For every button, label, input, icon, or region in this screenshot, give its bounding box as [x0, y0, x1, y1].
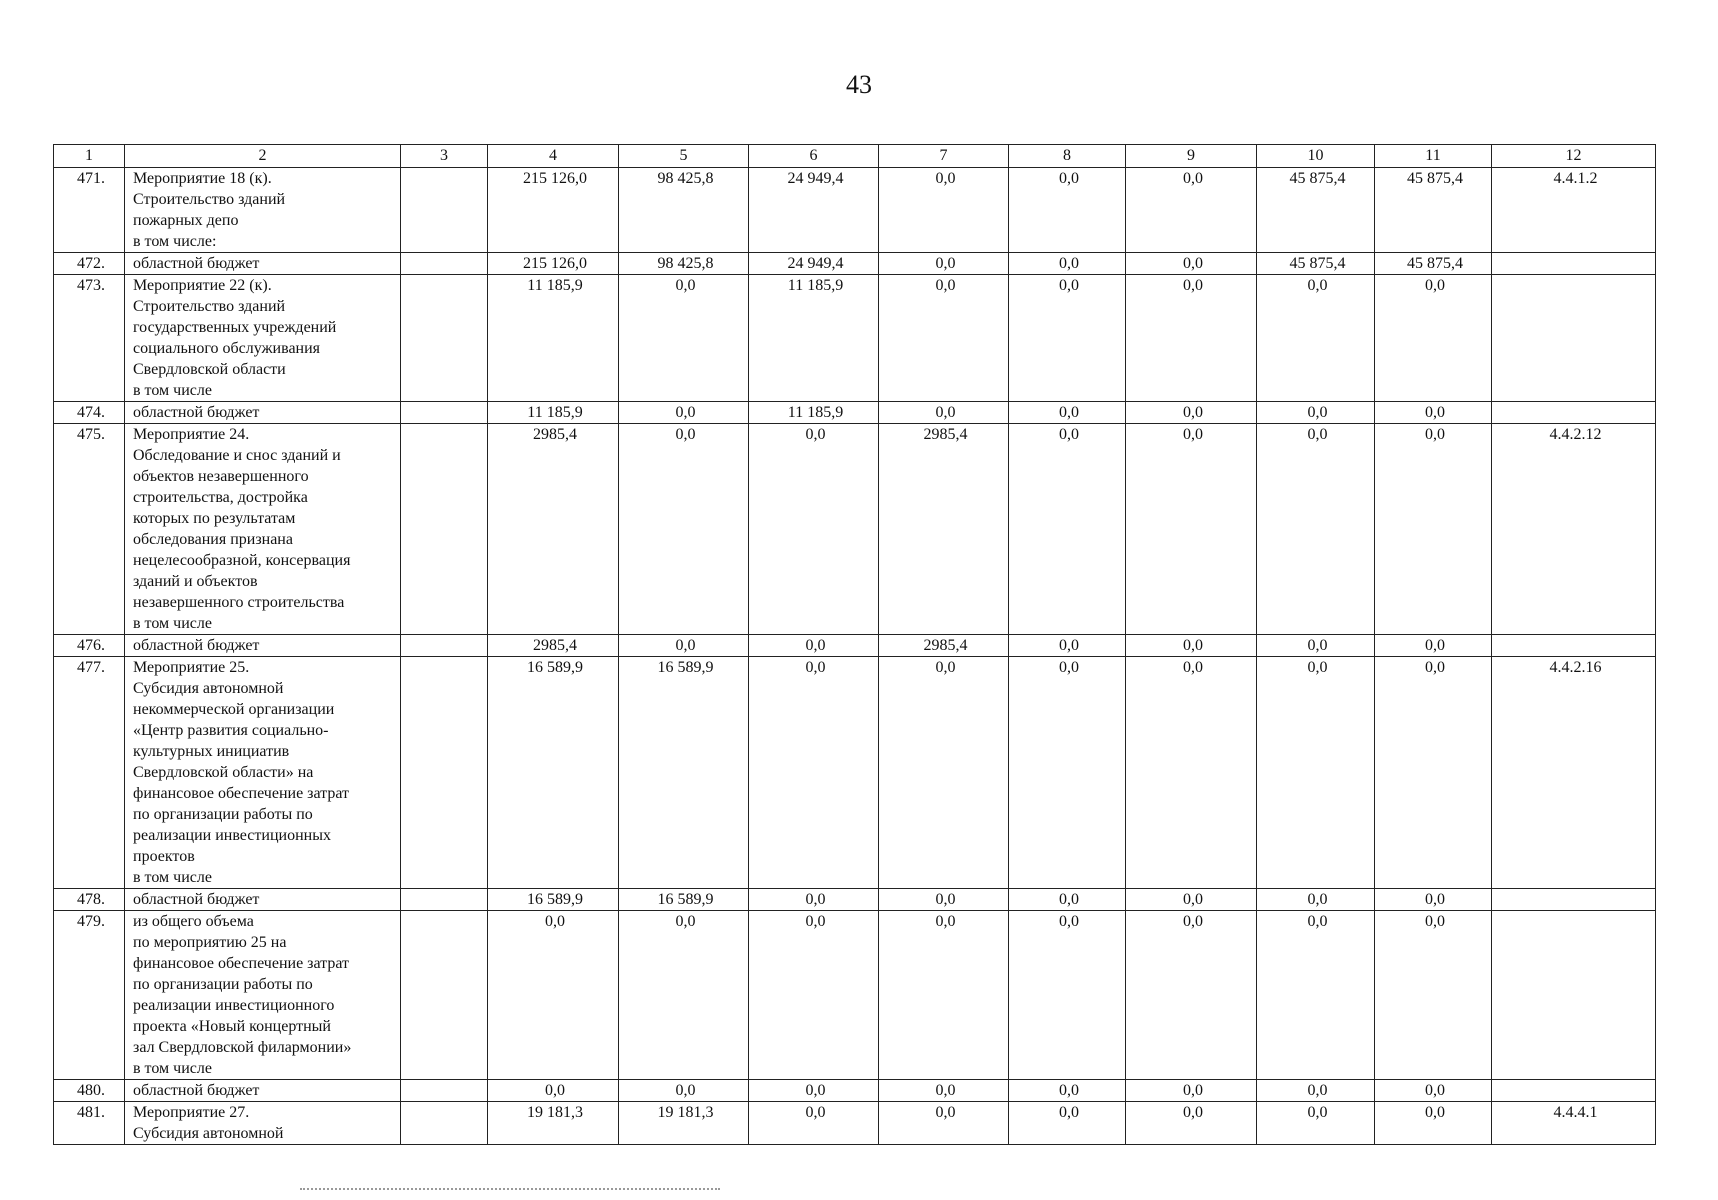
table-header-row [54, 145, 1656, 168]
row-col-8-cell: 0,0 [1009, 911, 1126, 1080]
row-name-cell: областной бюджет [125, 1080, 401, 1102]
row-number-cell: 471. [54, 168, 125, 253]
row-name-cell: областной бюджет [125, 889, 401, 911]
row-name-cell: из общего объема по мероприятию 25 на финансовое обеспечение затрат по организации работы по реализации инвестиционного проекта «Новый концертный зал Свердловской филармонии» в том числе [125, 911, 401, 1080]
row-code-cell [1492, 911, 1656, 1080]
row-number-cell: 476. [54, 635, 125, 657]
row-col-4-cell: 0,0 [488, 1080, 619, 1102]
header-cell-col-12: 12 [1492, 145, 1656, 168]
table-row [54, 275, 1656, 402]
row-col-3-cell [401, 1102, 488, 1145]
row-name-cell: Мероприятие 22 (к). Строительство зданий государственных учреждений социального обслуживания Свердловской области в том числе [125, 275, 401, 402]
row-col-9-cell: 0,0 [1126, 889, 1257, 911]
table-row [54, 889, 1656, 911]
row-col-8-cell: 0,0 [1009, 635, 1126, 657]
row-col-11-cell: 0,0 [1375, 275, 1492, 402]
row-col-10-cell: 0,0 [1257, 275, 1375, 402]
row-col-3-cell [401, 889, 488, 911]
row-name-cell: Мероприятие 24. Обследование и снос зданий и объектов незавершенного строительства, достройка которых по результатам обследования признана нецелесообразной, консервация зданий и объектов незавершенного строительства в том числе [125, 424, 401, 635]
row-col-11-cell: 45 875,4 [1375, 253, 1492, 275]
row-col-8-cell: 0,0 [1009, 1080, 1126, 1102]
row-col-5-cell: 0,0 [619, 1080, 749, 1102]
row-col-11-cell: 0,0 [1375, 424, 1492, 635]
row-col-8-cell: 0,0 [1009, 657, 1126, 889]
row-col-3-cell [401, 424, 488, 635]
row-col-7-cell: 0,0 [879, 253, 1009, 275]
row-col-11-cell: 45 875,4 [1375, 168, 1492, 253]
row-col-4-cell: 215 126,0 [488, 168, 619, 253]
row-number-cell: 479. [54, 911, 125, 1080]
table-row [54, 1102, 1656, 1145]
row-col-4-cell: 19 181,3 [488, 1102, 619, 1145]
row-col-9-cell: 0,0 [1126, 1080, 1257, 1102]
row-col-7-cell: 0,0 [879, 1102, 1009, 1145]
row-number-cell: 477. [54, 657, 125, 889]
row-col-11-cell: 0,0 [1375, 1102, 1492, 1145]
row-col-10-cell: 0,0 [1257, 1080, 1375, 1102]
header-cell-col-8: 8 [1009, 145, 1126, 168]
row-col-5-cell: 98 425,8 [619, 253, 749, 275]
row-col-6-cell: 0,0 [749, 657, 879, 889]
row-col-7-cell: 0,0 [879, 402, 1009, 424]
row-col-9-cell: 0,0 [1126, 657, 1257, 889]
row-col-4-cell: 11 185,9 [488, 275, 619, 402]
row-number-cell: 478. [54, 889, 125, 911]
row-col-3-cell [401, 168, 488, 253]
row-code-cell [1492, 402, 1656, 424]
row-col-8-cell: 0,0 [1009, 1102, 1126, 1145]
row-col-10-cell: 0,0 [1257, 889, 1375, 911]
row-number-cell: 481. [54, 1102, 125, 1145]
row-name-cell: областной бюджет [125, 402, 401, 424]
row-col-9-cell: 0,0 [1126, 911, 1257, 1080]
row-col-3-cell [401, 1080, 488, 1102]
row-col-6-cell: 0,0 [749, 424, 879, 635]
row-col-4-cell: 2985,4 [488, 635, 619, 657]
row-col-11-cell: 0,0 [1375, 402, 1492, 424]
row-name-cell: областной бюджет [125, 635, 401, 657]
row-col-8-cell: 0,0 [1009, 402, 1126, 424]
row-col-6-cell: 0,0 [749, 1102, 879, 1145]
row-code-cell [1492, 635, 1656, 657]
row-code-cell: 4.4.4.1 [1492, 1102, 1656, 1145]
row-col-6-cell: 0,0 [749, 635, 879, 657]
row-code-cell [1492, 275, 1656, 402]
row-col-7-cell: 0,0 [879, 911, 1009, 1080]
row-col-5-cell: 0,0 [619, 402, 749, 424]
row-col-6-cell: 24 949,4 [749, 168, 879, 253]
row-number-cell: 473. [54, 275, 125, 402]
row-col-7-cell: 0,0 [879, 1080, 1009, 1102]
row-col-8-cell: 0,0 [1009, 275, 1126, 402]
row-col-7-cell: 0,0 [879, 275, 1009, 402]
row-col-11-cell: 0,0 [1375, 657, 1492, 889]
row-col-5-cell: 16 589,9 [619, 657, 749, 889]
row-col-10-cell: 45 875,4 [1257, 253, 1375, 275]
row-col-4-cell: 11 185,9 [488, 402, 619, 424]
row-code-cell: 4.4.2.12 [1492, 424, 1656, 635]
row-col-6-cell: 0,0 [749, 889, 879, 911]
row-col-6-cell: 11 185,9 [749, 402, 879, 424]
row-col-8-cell: 0,0 [1009, 168, 1126, 253]
row-col-6-cell: 0,0 [749, 1080, 879, 1102]
table-body [54, 145, 1656, 1145]
row-col-7-cell: 0,0 [879, 889, 1009, 911]
row-col-3-cell [401, 635, 488, 657]
header-cell-col-7: 7 [879, 145, 1009, 168]
row-name-cell: областной бюджет [125, 253, 401, 275]
row-col-4-cell: 0,0 [488, 911, 619, 1080]
table-row [54, 253, 1656, 275]
row-col-10-cell: 0,0 [1257, 635, 1375, 657]
row-col-9-cell: 0,0 [1126, 402, 1257, 424]
header-cell-col-11: 11 [1375, 145, 1492, 168]
row-col-5-cell: 0,0 [619, 275, 749, 402]
row-col-5-cell: 0,0 [619, 911, 749, 1080]
row-code-cell [1492, 1080, 1656, 1102]
row-col-5-cell: 98 425,8 [619, 168, 749, 253]
row-col-9-cell: 0,0 [1126, 275, 1257, 402]
row-col-6-cell: 11 185,9 [749, 275, 879, 402]
row-code-cell [1492, 253, 1656, 275]
table-row [54, 635, 1656, 657]
row-col-7-cell: 0,0 [879, 657, 1009, 889]
row-number-cell: 480. [54, 1080, 125, 1102]
row-col-4-cell: 16 589,9 [488, 657, 619, 889]
row-col-7-cell: 2985,4 [879, 424, 1009, 635]
header-cell-col-6: 6 [749, 145, 879, 168]
row-col-9-cell: 0,0 [1126, 253, 1257, 275]
row-number-cell: 472. [54, 253, 125, 275]
table-row [54, 402, 1656, 424]
row-col-11-cell: 0,0 [1375, 635, 1492, 657]
row-col-10-cell: 0,0 [1257, 402, 1375, 424]
table-row [54, 657, 1656, 889]
row-code-cell: 4.4.1.2 [1492, 168, 1656, 253]
row-col-4-cell: 16 589,9 [488, 889, 619, 911]
header-cell-col-5: 5 [619, 145, 749, 168]
row-col-10-cell: 0,0 [1257, 424, 1375, 635]
row-col-5-cell: 0,0 [619, 424, 749, 635]
row-col-10-cell: 0,0 [1257, 1102, 1375, 1145]
header-cell-col-10: 10 [1257, 145, 1375, 168]
row-col-3-cell [401, 253, 488, 275]
row-col-3-cell [401, 657, 488, 889]
row-col-10-cell: 0,0 [1257, 911, 1375, 1080]
table-row [54, 424, 1656, 635]
row-col-4-cell: 2985,4 [488, 424, 619, 635]
header-cell-col-4: 4 [488, 145, 619, 168]
header-cell-col-2: 2 [125, 145, 401, 168]
row-col-7-cell: 0,0 [879, 168, 1009, 253]
budget-table [53, 144, 1656, 1145]
row-col-5-cell: 19 181,3 [619, 1102, 749, 1145]
row-name-cell: Мероприятие 25. Субсидия автономной некоммерческой организации «Центр развития социально- культурных инициатив Свердловской области» на финансовое обеспечение затрат по организации работы по реализации инвестиционных проектов в том числе [125, 657, 401, 889]
header-cell-col-3: 3 [401, 145, 488, 168]
page-number: 43 [846, 70, 872, 99]
table-row [54, 168, 1656, 253]
row-col-11-cell: 0,0 [1375, 889, 1492, 911]
row-col-10-cell: 45 875,4 [1257, 168, 1375, 253]
row-col-8-cell: 0,0 [1009, 253, 1126, 275]
row-col-9-cell: 0,0 [1126, 635, 1257, 657]
row-col-11-cell: 0,0 [1375, 911, 1492, 1080]
row-number-cell: 474. [54, 402, 125, 424]
row-col-10-cell: 0,0 [1257, 657, 1375, 889]
row-col-9-cell: 0,0 [1126, 1102, 1257, 1145]
row-col-3-cell [401, 275, 488, 402]
row-col-5-cell: 16 589,9 [619, 889, 749, 911]
row-code-cell: 4.4.2.16 [1492, 657, 1656, 889]
row-col-3-cell [401, 402, 488, 424]
header-cell-col-9: 9 [1126, 145, 1257, 168]
row-col-3-cell [401, 911, 488, 1080]
table-row [54, 1080, 1656, 1102]
row-code-cell [1492, 889, 1656, 911]
scan-artifact [300, 1188, 720, 1193]
row-col-9-cell: 0,0 [1126, 424, 1257, 635]
row-col-6-cell: 0,0 [749, 911, 879, 1080]
row-col-8-cell: 0,0 [1009, 424, 1126, 635]
row-col-8-cell: 0,0 [1009, 889, 1126, 911]
row-col-4-cell: 215 126,0 [488, 253, 619, 275]
row-name-cell: Мероприятие 18 (к). Строительство зданий пожарных депо в том числе: [125, 168, 401, 253]
row-number-cell: 475. [54, 424, 125, 635]
table-row [54, 911, 1656, 1080]
header-cell-col-1: 1 [54, 145, 125, 168]
row-name-cell: Мероприятие 27. Субсидия автономной [125, 1102, 401, 1145]
row-col-9-cell: 0,0 [1126, 168, 1257, 253]
row-col-5-cell: 0,0 [619, 635, 749, 657]
row-col-6-cell: 24 949,4 [749, 253, 879, 275]
row-col-11-cell: 0,0 [1375, 1080, 1492, 1102]
row-col-7-cell: 2985,4 [879, 635, 1009, 657]
